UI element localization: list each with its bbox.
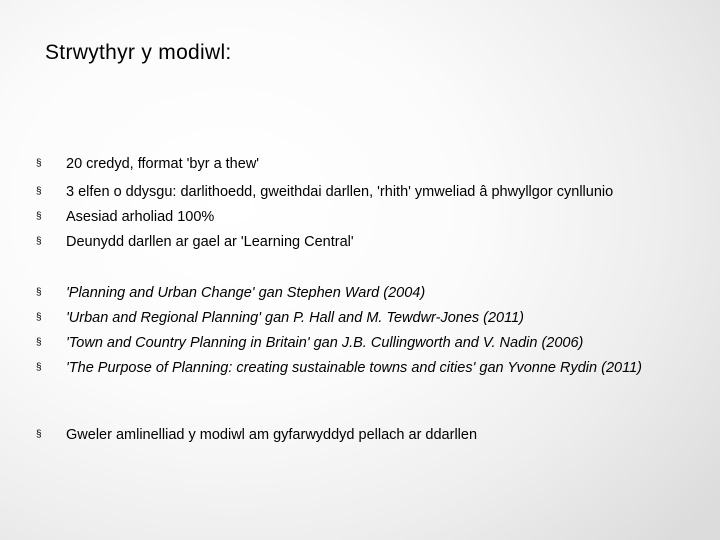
bullet-text: 'Planning and Urban Change' gan Stephen Ward (2004) <box>66 285 426 301</box>
bullet-marker: § <box>36 211 42 222</box>
bullet-marker: § <box>36 337 42 348</box>
bullet-text: 'Town and Country Planning in Britain' gan J.B. Cullingworth and V. Nadin (2006) <box>66 335 584 351</box>
bullet-text: Gweler amlinelliad y modiwl am gyfarwyddyd pellach ar ddarllen <box>66 427 478 443</box>
bullet-text: 'Urban and Regional Planning' gan P. Hall and M. Tewdwr-Jones (2011) <box>66 310 525 326</box>
bullet-marker: § <box>36 186 42 197</box>
slide-title: Strwythyr y modiwl: <box>45 41 232 64</box>
bullet-text: 3 elfen o ddysgu: darlithoedd, gweithdai darllen, 'rhith' ymweliad â phwyllgor cynllunio <box>66 184 614 200</box>
bullet-marker: § <box>36 158 42 169</box>
bullet-text: Asesiad arholiad 100% <box>66 209 215 225</box>
bullet-marker: § <box>36 287 42 298</box>
bullet-marker: § <box>36 362 42 373</box>
bullet-marker: § <box>36 429 42 440</box>
bullet-marker: § <box>36 312 42 323</box>
bullet-text: 20 credyd, fformat 'byr a thew' <box>66 156 260 172</box>
bullet-text: Deunydd darllen ar gael ar 'Learning Central' <box>66 234 354 250</box>
bullet-marker: § <box>36 236 42 247</box>
bullet-text: 'The Purpose of Planning: creating sustainable towns and cities' gan Yvonne Rydin (2011) <box>66 360 642 376</box>
